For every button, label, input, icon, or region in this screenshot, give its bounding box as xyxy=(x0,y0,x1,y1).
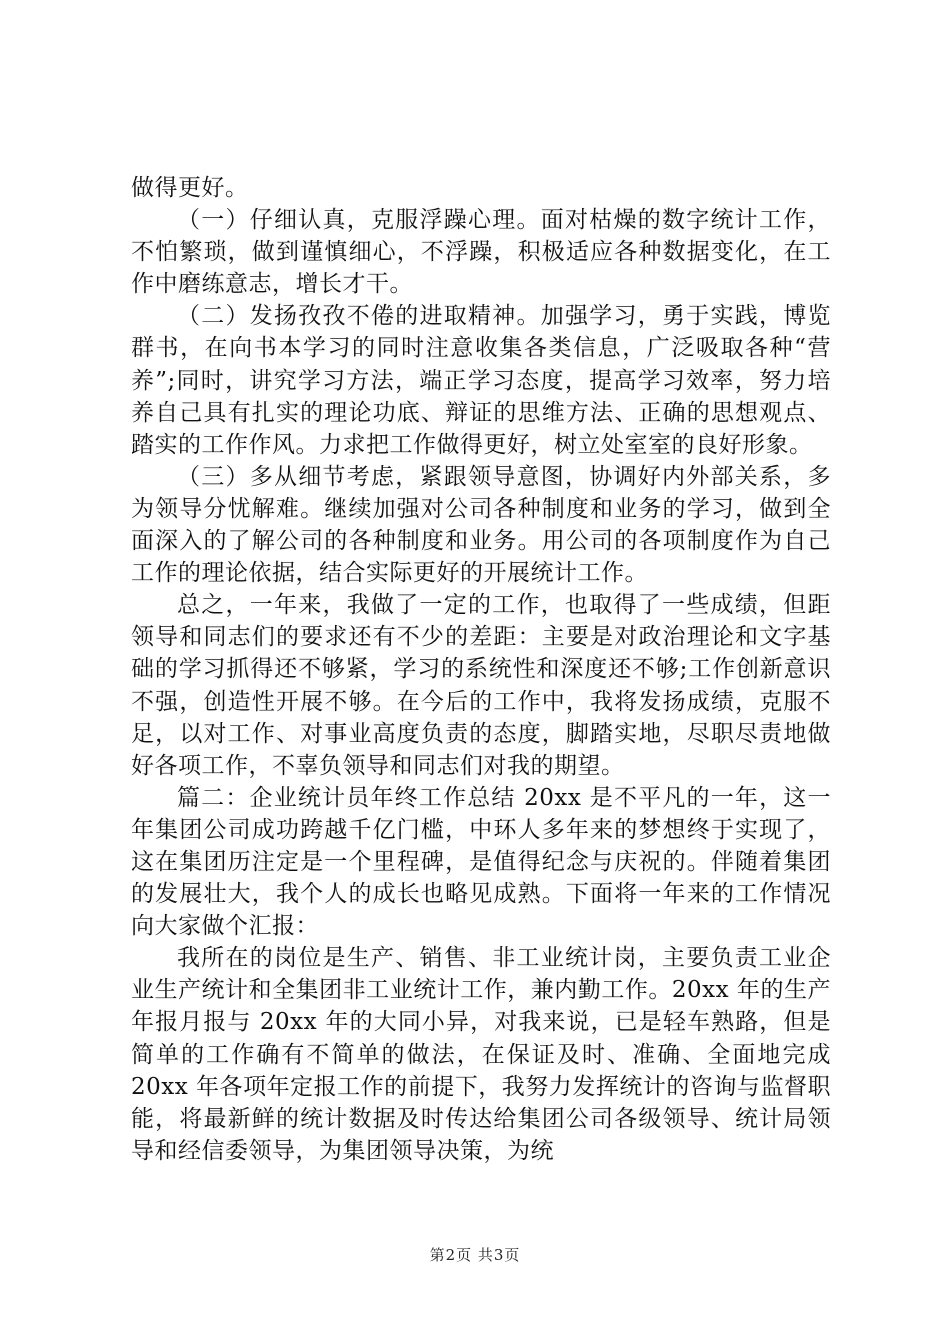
paragraph: 篇二：企业统计员年终工作总结 20xx 是不平凡的一年，这一年集团公司成功跨越千亿门槛，中环人多年来的梦想终于实现了，这在集团历注定是一个里程碑，是值得纪念与庆祝的。伴随着集团的发展壮大，我个人的成长也略见成熟。下面将一年来的工作情况向大家做个汇报： xyxy=(131,784,831,940)
document-body xyxy=(131,172,831,1167)
paragraph: 做得更好。 xyxy=(131,175,249,201)
paragraph: 总之，一年来，我做了一定的工作，也取得了一些成绩，但距领导和同志们的要求还有不少的差距：主要是对政治理论和文字基础的学习抓得还不够紧，学习的系统性和深度还不够;工作创新意识不强，创造性开展不够。在今后的工作中，我将发扬成绩，克服不足，以对工作、对事业高度负责的态度，脚踏实地，尽职尽责地做好各项工作，不辜负领导和同志们对我的期望。 xyxy=(131,592,831,779)
paragraph: （一）仔细认真，克服浮躁心理。面对枯燥的数字统计工作，不怕繁琐，做到谨慎细心，不浮躁，积极适应各种数据变化，在工作中磨练意志，增长才干。 xyxy=(131,207,831,298)
paragraph: 我所在的岗位是生产、销售、非工业统计岗，主要负责工业企业生产统计和全集团非工业统计工作，兼内勤工作。20xx 年的生产年报月报与 20xx 年的大同小异，对我来说，已是轻车熟路，但是简单的工作确有不简单的做法，在保证及时、准确、全面地完成 20xx 年各项年定报工作的前提下，我努力发挥统计的咨询与监督职能，将最新鲜的统计数据及时传达给集团公司各级领导、统计局领导和经信委领导，为集团领导决策，为统 xyxy=(131,945,831,1164)
paragraph: （三）多从细节考虑，紧跟领导意图，协调好内外部关系，多为领导分忧解难。继续加强对公司各种制度和业务的学习，做到全面深入的了解公司的各种制度和业务。用公司的各项制度作为自己工作的理论依据，结合实际更好的开展统计工作。 xyxy=(131,463,831,587)
page-number-footer: 第2页 共3页 xyxy=(429,1246,521,1264)
paragraph: （二）发扬孜孜不倦的进取精神。加强学习，勇于实践，博览群书，在向书本学习的同时注意收集各类信息，广泛吸取各种“营养”;同时，讲究学习方法，端正学习态度，提高学习效率，努力培养自己具有扎实的理论功底、辩证的思维方法、正确的思想观点、踏实的工作作风。力求把工作做得更好，树立处室室的良好形象。 xyxy=(131,303,831,458)
